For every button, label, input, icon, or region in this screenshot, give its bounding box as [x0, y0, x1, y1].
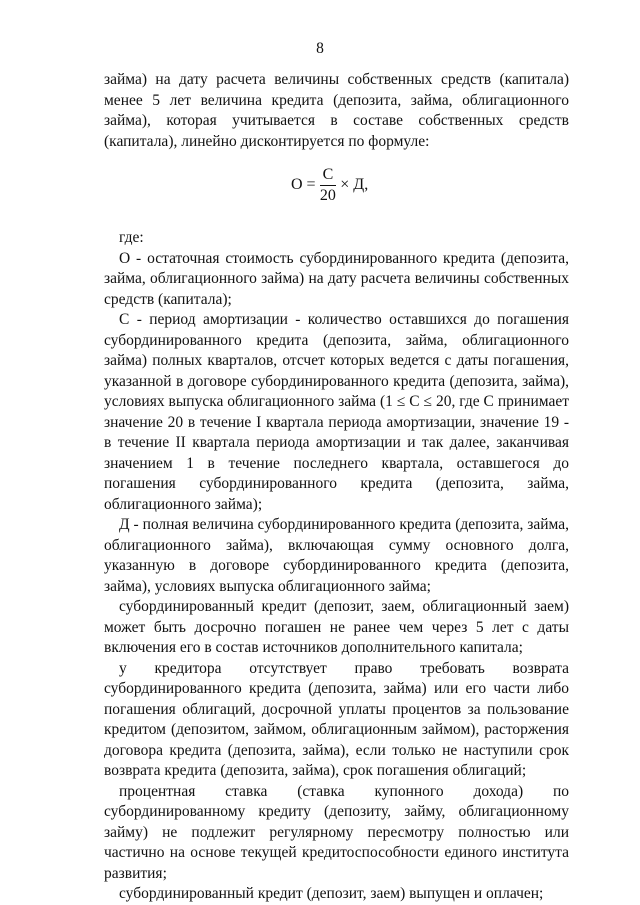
- intro-paragraph: займа) на дату расчета величины собственных средств (капитала) менее 5 лет величина кредита (депозита, займа, облигационного займа), которая учитывается в составе собственных средств (капитала), линейно дисконтируется по формуле:: [104, 71, 569, 150]
- formula-lhs: О =: [291, 176, 316, 194]
- formula-denominator: 20: [319, 187, 336, 204]
- paragraph-issued-paid: субординированный кредит (депозит, заем) выпущен и оплачен;: [119, 885, 544, 902]
- formula-rhs: × Д,: [340, 176, 369, 194]
- formula-numerator: С: [320, 166, 337, 186]
- paragraph-c-definition: С - период амортизации - количество оставшихся до погашения субординированного кредита (депозита, займа, облигационного займа) полных кварталов, отсчет которых ведется с даты погашения, указанной в договоре субординированного кредита (депозита, займа), условиях выпуска облигационного займа (1 ≤ С ≤ 20, где С принимает значение 20 в течение I квартала периода амортизации, значение 19 - в течение II квартала периода амортизации и так далее, заканчивая значением 1 в течение последнего квартала, оставшегося до погашения субординированного кредита (депозита, займа, облигационного займа);: [104, 311, 569, 513]
- paragraph-early-repayment: субординированный кредит (депозит, заем, облигационный заем) может быть досрочно погашен не ранее чем через 5 лет с даты включения его в состав источников дополнительного капитала;: [104, 598, 569, 656]
- where-label: где:: [119, 229, 144, 246]
- paragraph-o-definition: О - остаточная стоимость субординированного кредита (депозита, займа, облигационного займа) на дату расчета величины собственных средств (капитала);: [104, 249, 569, 308]
- paragraph-d-definition: Д - полная величина субординированного кредита (депозита, займа, облигационного займа), включающая сумму основного долга, указанную в договоре субординированного кредита (депозита, займа), условиях выпуска облигационного займа;: [104, 516, 569, 595]
- document-body: [104, 70, 569, 905]
- discount-formula: [104, 152, 569, 228]
- page-number: 8: [316, 40, 324, 57]
- paragraph-creditor-rights: у кредитора отсутствует право требовать возврата субординированного кредита (депозита, займа) или его части либо погашения облигаций, досрочной уплаты процентов за пользование кредитом (депозитом, займом, облигационным займом), расторжения договора кредита (депозита, займа), если только не наступили срок возврата кредита (депозита, займа), срок погашения облигаций;: [104, 659, 569, 779]
- formula-expression: [291, 166, 368, 205]
- formula-fraction: [320, 166, 337, 205]
- paragraph-interest-rate: процентная ставка (ставка купонного дохода) по субординированному кредиту (депозиту, займу, облигационному займу) не подлежит регулярному пересмотру полностью или частично на основе текущей кредитоспособности единого института развития;: [104, 782, 569, 882]
